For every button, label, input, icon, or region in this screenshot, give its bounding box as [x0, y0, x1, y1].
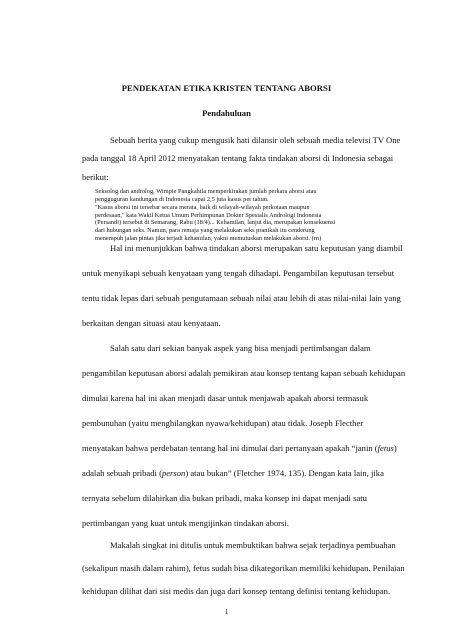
text-run: ) — [393, 443, 397, 453]
paragraph-line: tentu tidak lepas dari sebuah pengutamaan sebuah nilai atau lebih di atas nilai-nilai lain yang — [82, 293, 401, 303]
paragraph-line — [82, 443, 397, 453]
paragraph-line: Hal ini menunjukkan bahwa tindakan aborsi merupakan satu keputusan yang diambil — [110, 243, 403, 253]
italic-term: person — [161, 468, 186, 478]
italic-term: fetus — [377, 443, 394, 453]
quote-line: perdesaan," kata Wakil Ketua Umum Perhimpunan Dokter Spesialis Andrologi Indonesia — [95, 211, 322, 219]
paragraph-line: ternyata sebelum dilahirkan dia bukan pribadi, maka konsep ini dapat menjadi satu — [82, 493, 367, 503]
block-quote — [95, 188, 395, 243]
quote-line: Seksolog dan androlog, Wimpie Pangkahila memperkirakan jumlah perkara aborsi atau — [95, 188, 317, 195]
paragraph-line: untuk menyikapi sebuah kenyataan yang tengah dihadapi. Pengambilan keputusan tersebut — [82, 268, 395, 278]
section-heading: Pendahuluan — [202, 108, 251, 118]
paragraph-line: berkaitan dengan situasi atau kenyataan. — [82, 318, 221, 328]
quote-line: (Persandi) tersebut di Semarang, Rabu (18/4)... Kehamilan, lanjut dia, merupakan konsekuensi — [95, 219, 336, 227]
paragraph-line — [82, 468, 384, 478]
document-title: PENDEKATAN ETIKA KRISTEN TENTANG ABORSI — [121, 83, 332, 93]
paragraph-line: berikut: — [82, 172, 109, 182]
quote-line: menempuh jalan pintas jika terjadi kehamilan, yakni memutuskan melakukan aborsi. (rn) — [95, 235, 322, 243]
text-run: menyatakan bahwa perdebatan tentang hal ini dimulai dari pertanyaan apakah “janin ( — [82, 443, 378, 453]
quote-line: "Kasus aborsi ini tersebar secara merata, baik di wilayah-wilayah perkotaan maupun — [95, 203, 310, 211]
paragraph-line: (sekalipun masih dalam rahim), fetus sudah bisa dikategorikan memiliki kehidupan. Penilaian — [82, 563, 405, 573]
page-number: 1 — [224, 608, 229, 616]
paragraph-line: pertimbangan yang kuat untuk mengijinkan tindakan aborsi. — [82, 518, 289, 528]
paragraph-line: pembunuhan (yaitu menghilangkan nyawa/kehidupan) atau tidak. Joseph Flecther — [82, 418, 364, 428]
paragraph-line: Salah satu dari sekian banyak aspek yang bisa menjadi pertimbangan dalam — [110, 343, 371, 353]
paragraph-line: pada tanggal 18 April 2012 menyatakan tentang fakta tindakan aborsi di Indonesia sebagai — [82, 153, 394, 163]
paragraph-line: Sebuah berita yang cukup mengusik hati dilansir oleh sebuah media televisi TV One — [110, 135, 401, 145]
paragraph-line: kehidupan dilihat dari sisi medis dan juga dari konsep tentang definisi tentang kehidupan. — [82, 586, 391, 596]
quote-line: pengguguran kandungan di Indonesia capai 2,5 juta kasus per tahun. — [95, 195, 269, 203]
quote-line: dari hubungan seks. Namun, para remaja yang melakukan seks pranikah itu cenderung — [95, 227, 315, 235]
paragraph-line: dimulai karena hal ini akan menjadi dasar untuk menjawab apakah aborsi termasuk — [82, 393, 369, 403]
text-run: adalah sebuah pribadi ( — [82, 468, 162, 478]
paragraph-line: pengambilan keputusan aborsi adalah pemikiran atau konsep tentang kapan sebuah kehidupan — [82, 368, 406, 378]
paragraph-line: Makalah singkat ini ditulis untuk membuktikan bahwa sejak terjadinya pembuahan — [110, 540, 396, 550]
text-run: ) atau bukan” (Fletcher 1974, 135). Dengan kata lain, jika — [185, 468, 384, 478]
